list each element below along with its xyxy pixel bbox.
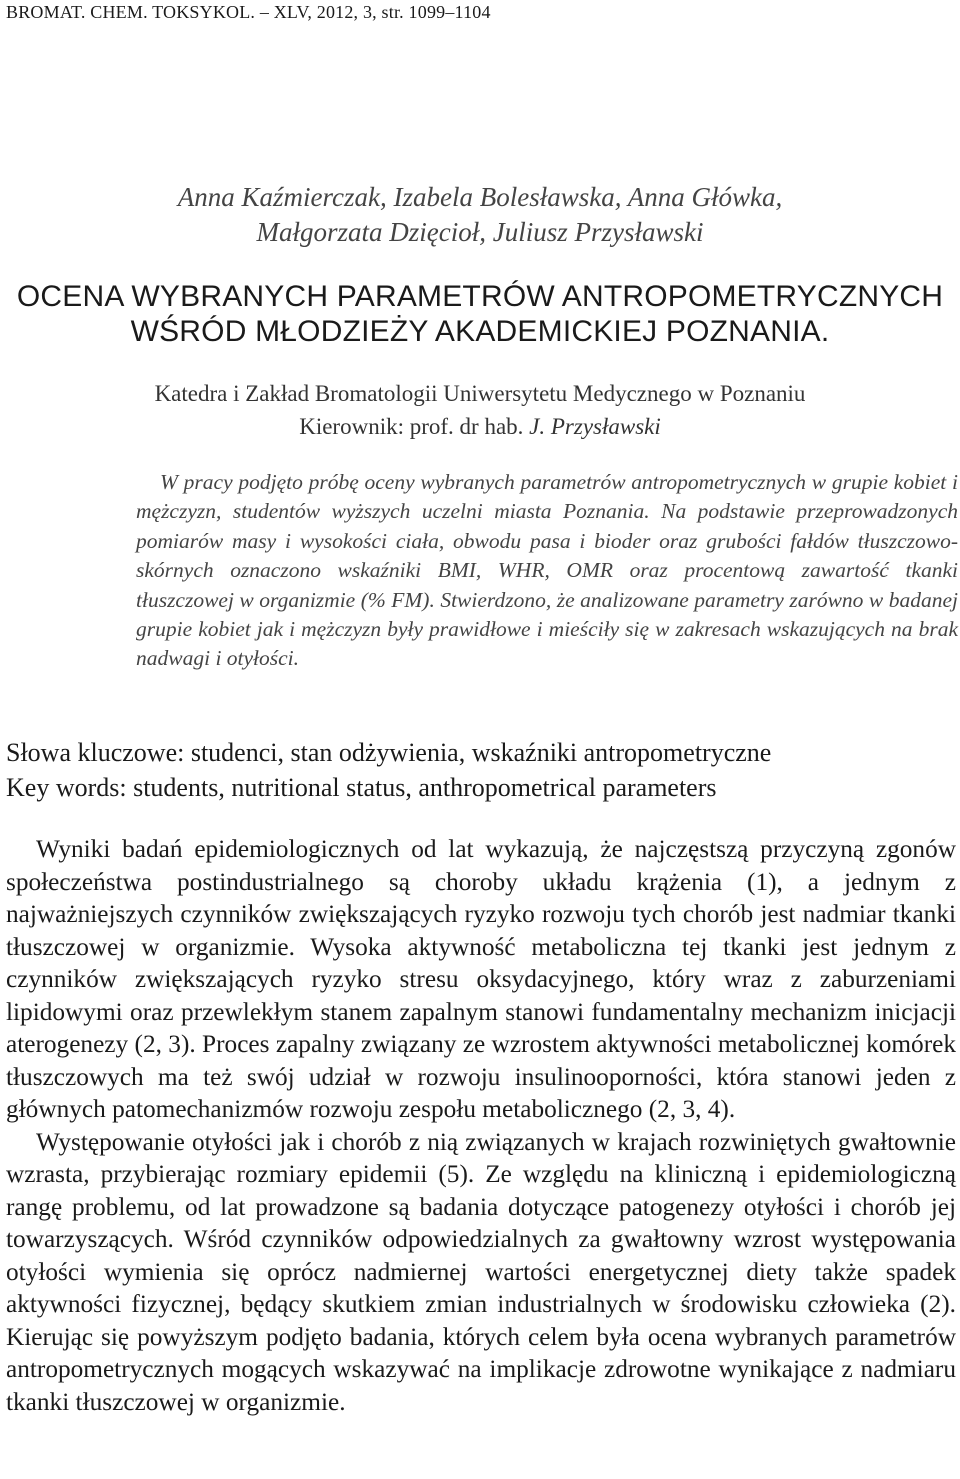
author-line-1: Anna Kaźmierczak, Izabela Bolesławska, Anna Główka, [177,182,783,212]
author-line-2: Małgorzata Dzięcioł, Juliusz Przysławski [256,217,704,247]
body-text [6,833,956,1418]
body-paragraph-1: Wyniki badań epidemiologicznych od lat wykazują, że najczęstszą przyczyną zgonów społeczeństwa postindustrialnego są choroby układu krążenia (1), a jednym z najważniejszych czynników zwiększających ryzyko rozwoju tych chorób jest nadmiar tkanki tłuszczowej w organizmie. Wysoka aktywność metaboliczna tej tkanki jest jednym z czynników zwiększających ryzyko stresu oksydacyjnego, który wraz z zaburzeniami lipidowymi oraz przewlekłym stanem zapalnym stanowi fundamentalny mechanizm inicjacji aterogenezy (2, 3). Proces zapalny związany ze wzrostem aktywności metabolicznej komórek tłuszczowych ma też swój udział w rozwoju insulinooporności, która stanowi jeden z głównych patomechanizmów rozwoju zespołu metabolicznego (2, 3, 4). [6,835,956,1123]
affiliation-line-1: Katedra i Zakład Bromatologii Uniwersytetu Medycznego w Poznaniu [154,381,806,406]
head-label: Kierownik: prof. dr hab. [299,414,530,439]
title-line-1: OCENA WYBRANYCH PARAMETRÓW ANTROPOMETRYCZNYCH [16,280,944,313]
body-paragraph-2: Występowanie otyłości jak i chorób z nią związanych w krajach rozwiniętych gwałtownie wzrasta, przybierając rozmiary epidemii (5). Ze względu na kliniczną i epidemiologiczną rangę problemu, od lat prowadzone są badania dotyczące patogenezy otyłości i chorób jej towarzyszących. Wśród czynników odpowiedzialnych za gwałtowny wzrost występowania otyłości wymienia się oprócz nadmiernej wartości energetycznej diety także spadek aktywności fizycznej, będący skutkiem zmian industrialnych w środowisku człowieka (2). Kierując się powyższym podjęto badania, których celem była ocena wybranych parametrów antropometrycznych mogących wskazywać na implikacje zdrowotne wynikające z nadmiaru tkanki tłuszczowej w organizmie. [6,1127,956,1416]
abstract: W pracy podjęto próbę oceny wybranych parametrów antropometrycznych w grupie kobiet i mężczyzn, studentów wyższych uczelni miasta Poznania. Na podstawie przeprowadzonych pomiarów masy i wysokości ciała, obwodu pasa i bioder oraz grubości fałdów tłuszczowo-skórnych oznaczono wskaźniki BMI, WHR, OMR oraz procentową zawartość tkanki tłuszczowej w organizmie (% FM). Stwierdzono, że analizowane parametry zarówno w badanej grupie kobiet jak i mężczyzn były prawidłowe i mieściły się w zakresach wskazujących na brak nadwagi i otyłości. [136,470,958,671]
article-title [0,279,960,349]
author-list [60,180,900,250]
keywords-english: Key words: students, nutritional status, anthropometrical parameters [6,773,717,802]
affiliation-line-2 [0,410,960,443]
keywords [6,735,956,805]
affiliation [0,377,960,443]
keywords-polish: Słowa kluczowe: studenci, stan odżywienia, wskaźniki antropometryczne [6,738,772,767]
title-line-2: WŚRÓD MŁODZIEŻY AKADEMICKIEJ POZNANIA. [130,315,830,348]
head-name: J. Przysławski [529,414,661,439]
running-head: BROMAT. CHEM. TOKSYKOL. – XLV, 2012, 3, str. 1099–1104 [6,2,491,22]
